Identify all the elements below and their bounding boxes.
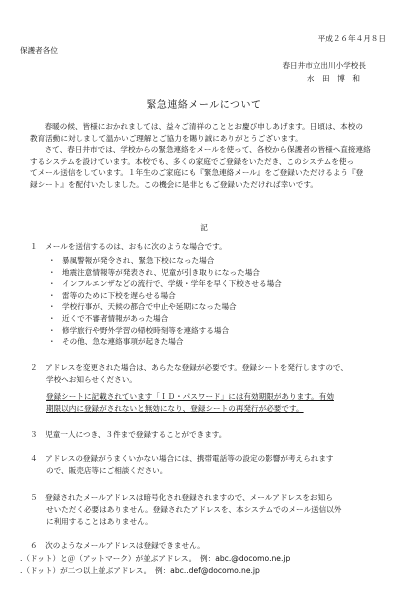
addressee: 保護者各位 xyxy=(20,46,58,55)
letter-date: 平成２６年４月８日 xyxy=(317,34,386,43)
invalid-address-example: .（ドット）が二つ以上並ぶアドレス。 例：abc..def@docomo.ne.jp xyxy=(20,566,260,575)
item6-heading: ６ 次のようなメールアドレスは登録できません。 xyxy=(30,541,205,550)
intro-line: 教育活動に対しまして温かいご理解とご協力を賜り誠にありがとうございます。 xyxy=(30,133,303,143)
item2-line: 学校へお知らせください。 xyxy=(46,375,137,384)
intro-line: 録シート』を配付いたしました。この機会に是非ともご登録いただければ幸いです。 xyxy=(30,179,318,189)
item2-underlined-note: 登録シートに記載されています「ＩＤ・パスワード」には有効期限があります。有効 xyxy=(46,392,334,401)
list-item: ・ その他、急な連絡事項が起きた場合 xyxy=(48,337,184,347)
page-title: 緊急連絡メールについて xyxy=(146,100,262,111)
invalid-address-example: .（ドット）と＠（アットマーク）が並ぶアドレス。 例：abc.@docomo.ne.jp xyxy=(20,554,291,563)
list-item: ・ 修学旅行や野外学習の帰校時刻等を連絡する場合 xyxy=(48,325,230,335)
ki-heading: 記 xyxy=(200,223,208,232)
list-item: ・ 学校行事が、天候の都合で中止や延期になった場合 xyxy=(48,302,237,312)
item5-line: せいただく必要はありません。登録されたアドレスを、本システムでのメール送信以外 xyxy=(46,505,342,514)
intro-line: するシステムを設けています。本校でも、多くの家庭でご登録をいただき、このシステムを使っ xyxy=(30,156,355,166)
intro-line: てメール送信をしています。１年生のご家庭にも『緊急連絡メール』をご登録いただけるよう『登 xyxy=(30,168,364,177)
item2-line: ２ アドレスを変更された場合は、あらたな登録が必要です。登録シートを発行しますので、 xyxy=(30,363,348,372)
item5-line: に利用することはありません。 xyxy=(46,517,153,526)
list-item: ・ インフルエンザなどの流行で、学級・学年を早く下校させる場合 xyxy=(48,279,282,289)
item2-underlined-note: 期限以内に登録がされないと無効になり、登録シートの再発行が必要です。 xyxy=(46,404,304,413)
item3-text: ３ 児童一人につき、３件まで登録することができます。 xyxy=(30,430,227,439)
list-item: ・ 近くで不審者情報があった場合 xyxy=(48,313,169,323)
intro-line: さて、春日井市では、学校からの緊急連絡をメールを使って、各校から保護者の皆様へ直接連絡 xyxy=(37,145,371,154)
list-item: ・ 地震注意情報等が発表され、児童が引き取りになった場合 xyxy=(48,267,260,277)
item1-bullets xyxy=(48,255,282,348)
item1-heading: １ メールを送信するのは、おもに次のような場合です。 xyxy=(30,242,227,251)
intro-text xyxy=(30,121,388,190)
list-item: ・ 雷等のために下校を遅らせる場合 xyxy=(48,290,176,300)
item5-line: ５ 登録されたメールアドレスは暗号化され登録されますので、メールアドレスをお知ら xyxy=(30,493,333,502)
item4-line: ので、販売店等にご相談ください。 xyxy=(46,466,168,475)
sender-school: 春日井市立出川小学校長 xyxy=(282,61,366,70)
sender-principal: 水 田 博 和 xyxy=(306,74,360,83)
list-item: ・ 暴風警報が発令され、緊急下校になった場合 xyxy=(48,256,215,265)
item4-line: ４ アドレスの登録がうまくいかない場合には、携帯電話等の設定の影響が考えられます xyxy=(30,454,334,463)
intro-line: 春暖の候、皆様におかれましては、益々ご清祥のこととお慶び申しあげます。日頃は、本校の xyxy=(37,122,363,131)
